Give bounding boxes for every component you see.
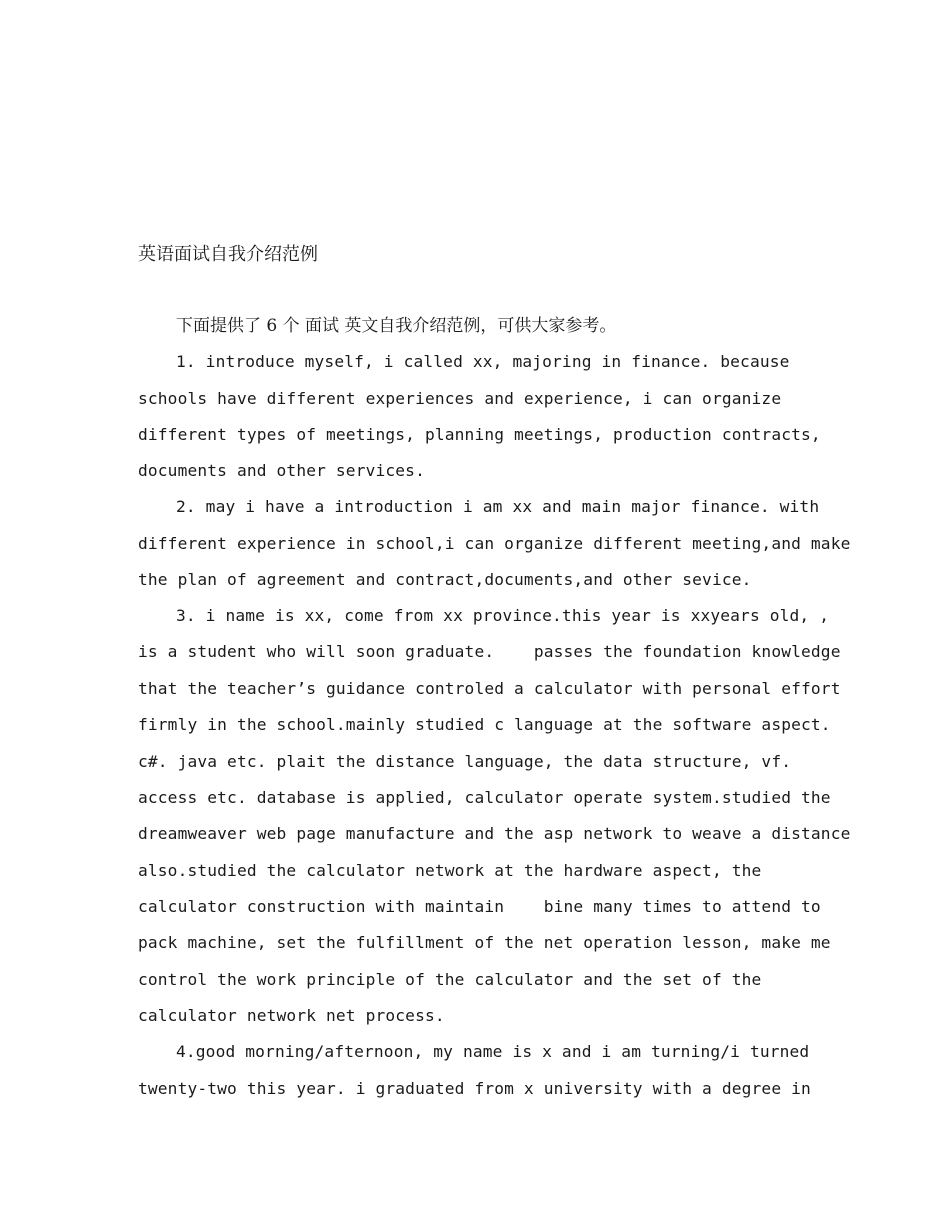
text-line: control the work principle of the calculator and the set of the [138, 970, 762, 989]
text-line: different experience in school,i can organize different meeting,and make [138, 534, 851, 553]
text-line: the plan of agreement and contract,documents,and other sevice. [138, 570, 752, 589]
text-line: also.studied the calculator network at the hardware aspect, the [138, 861, 762, 880]
text-line: 2. may i have a introduction i am xx and main major finance. with [176, 497, 820, 516]
text-line: pack machine, set the fulfillment of the net operation lesson, make me [138, 933, 831, 952]
text-line: c#. java etc. plait the distance language, the data structure, vf. [138, 752, 792, 771]
text-line: 1. introduce myself, i called xx, majoring in finance. because [176, 352, 790, 371]
text-line: calculator construction with maintain bine many times to attend to [138, 897, 821, 916]
text-line: twenty-two this year. i graduated from x university with a degree in [138, 1079, 811, 1098]
text-line: different types of meetings, planning meetings, production contracts, [138, 425, 821, 444]
text-line: 4.good morning/afternoon, my name is x and i am turning/i turned [176, 1042, 810, 1061]
text-line: access etc. database is applied, calculator operate system.studied the [138, 788, 831, 807]
text-line: firmly in the school.mainly studied c language at the software aspect. [138, 715, 831, 734]
text-line: schools have different experiences and experience, i can organize [138, 389, 782, 408]
text-line: 3. i name is xx, come from xx province.this year is xxyears old, , [176, 606, 830, 625]
text-line: dreamweaver web page manufacture and the asp network to weave a distance [138, 824, 851, 843]
document-title: 英语面试自我介绍范例 [138, 244, 318, 265]
text-line: that the teacher’s guidance controled a calculator with personal effort [138, 679, 841, 698]
text-line: calculator network net process. [138, 1006, 445, 1025]
text-line: is a student who will soon graduate. passes the foundation knowledge [138, 642, 841, 661]
text-line: documents and other services. [138, 461, 425, 480]
intro-paragraph: 下面提供了 6 个 面试 英文自我介绍范例，可供大家参考。 [176, 316, 617, 336]
